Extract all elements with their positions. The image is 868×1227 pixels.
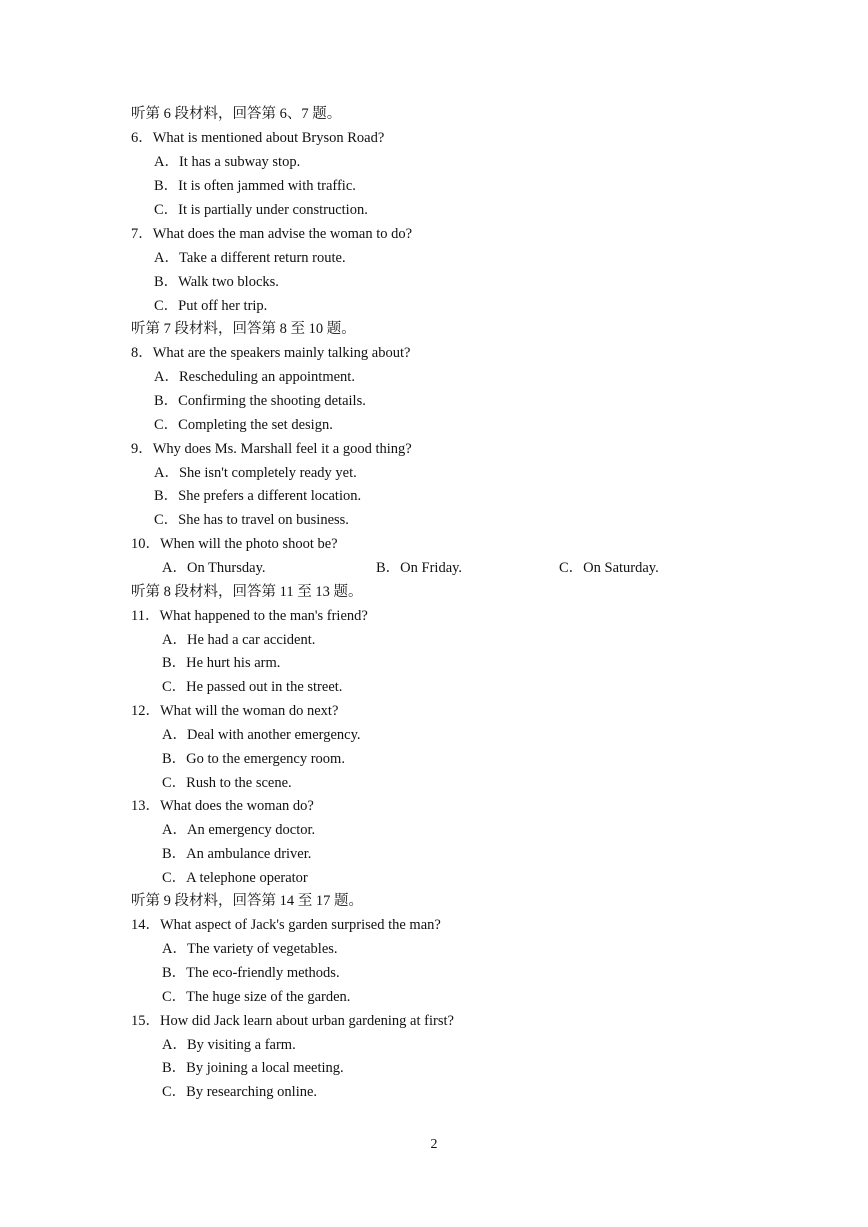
section-heading-8: 听第 8 段材料，回答第 11 至 13 题。 (131, 584, 363, 600)
question-15-option-b: B．By joining a local meeting. (162, 1060, 344, 1076)
section-heading-6: 听第 6 段材料，回答第 6、7 题。 (131, 106, 342, 122)
question-8-option-a: A．Rescheduling an appointment. (154, 369, 355, 385)
question-12-option-c: C．Rush to the scene. (162, 775, 292, 791)
question-12-option-b: B．Go to the emergency room. (162, 751, 345, 767)
question-9-option-b: B．She prefers a different location. (154, 488, 362, 504)
question-6-option-c: C．It is partially under construction. (154, 202, 368, 218)
question-14-stem: 14．What aspect of Jack's garden surprised the man? (131, 917, 441, 933)
question-6-stem: 6．What is mentioned about Bryson Road? (131, 130, 385, 146)
question-6-option-a: A．It has a subway stop. (154, 154, 301, 170)
question-13-option-b: B．An ambulance driver. (162, 846, 312, 862)
question-11-option-a: A．He had a car accident. (162, 632, 316, 648)
question-14-option-c: C．The huge size of the garden. (162, 989, 351, 1005)
question-12-option-a: A．Deal with another emergency. (162, 727, 361, 743)
question-7-stem: 7．What does the man advise the woman to do? (131, 226, 413, 242)
question-10-option-b: B．On Friday. (376, 560, 463, 576)
question-7-option-c: C．Put off her trip. (154, 298, 268, 314)
section-heading-7: 听第 7 段材料，回答第 8 至 10 题。 (131, 321, 356, 337)
question-8-stem: 8．What are the speakers mainly talking about? (131, 345, 411, 361)
question-13-option-c: C．A telephone operator (162, 870, 308, 886)
question-10-stem: 10．When will the photo shoot be? (131, 536, 338, 552)
page-number: 2 (430, 1137, 438, 1152)
question-8-option-b: B．Confirming the shooting details. (154, 393, 366, 409)
question-14-option-a: A．The variety of vegetables. (162, 941, 338, 957)
question-6-option-b: B．It is often jammed with traffic. (154, 178, 356, 194)
question-11-option-b: B．He hurt his arm. (162, 655, 281, 671)
question-13-option-a: A．An emergency doctor. (162, 822, 316, 838)
question-11-stem: 11．What happened to the man's friend? (131, 608, 368, 624)
question-10-option-c: C．On Saturday. (559, 560, 659, 576)
question-15-option-c: C．By researching online. (162, 1084, 318, 1100)
question-14-option-b: B．The eco-friendly methods. (162, 965, 340, 981)
section-heading-9: 听第 9 段材料，回答第 14 至 17 题。 (131, 893, 363, 909)
question-11-option-c: C．He passed out in the street. (162, 679, 343, 695)
question-8-option-c: C．Completing the set design. (154, 417, 333, 433)
question-9-option-c: C．She has to travel on business. (154, 512, 349, 528)
question-13-stem: 13．What does the woman do? (131, 798, 314, 814)
question-15-option-a: A．By visiting a farm. (162, 1037, 296, 1053)
question-12-stem: 12．What will the woman do next? (131, 703, 339, 719)
question-9-option-a: A．She isn't completely ready yet. (154, 465, 357, 481)
question-15-stem: 15．How did Jack learn about urban gardening at first? (131, 1013, 454, 1029)
question-10-option-a: A．On Thursday. (162, 560, 266, 576)
question-7-option-b: B．Walk two blocks. (154, 274, 279, 290)
question-9-stem: 9．Why does Ms. Marshall feel it a good thing? (131, 441, 412, 457)
question-7-option-a: A．Take a different return route. (154, 250, 346, 266)
